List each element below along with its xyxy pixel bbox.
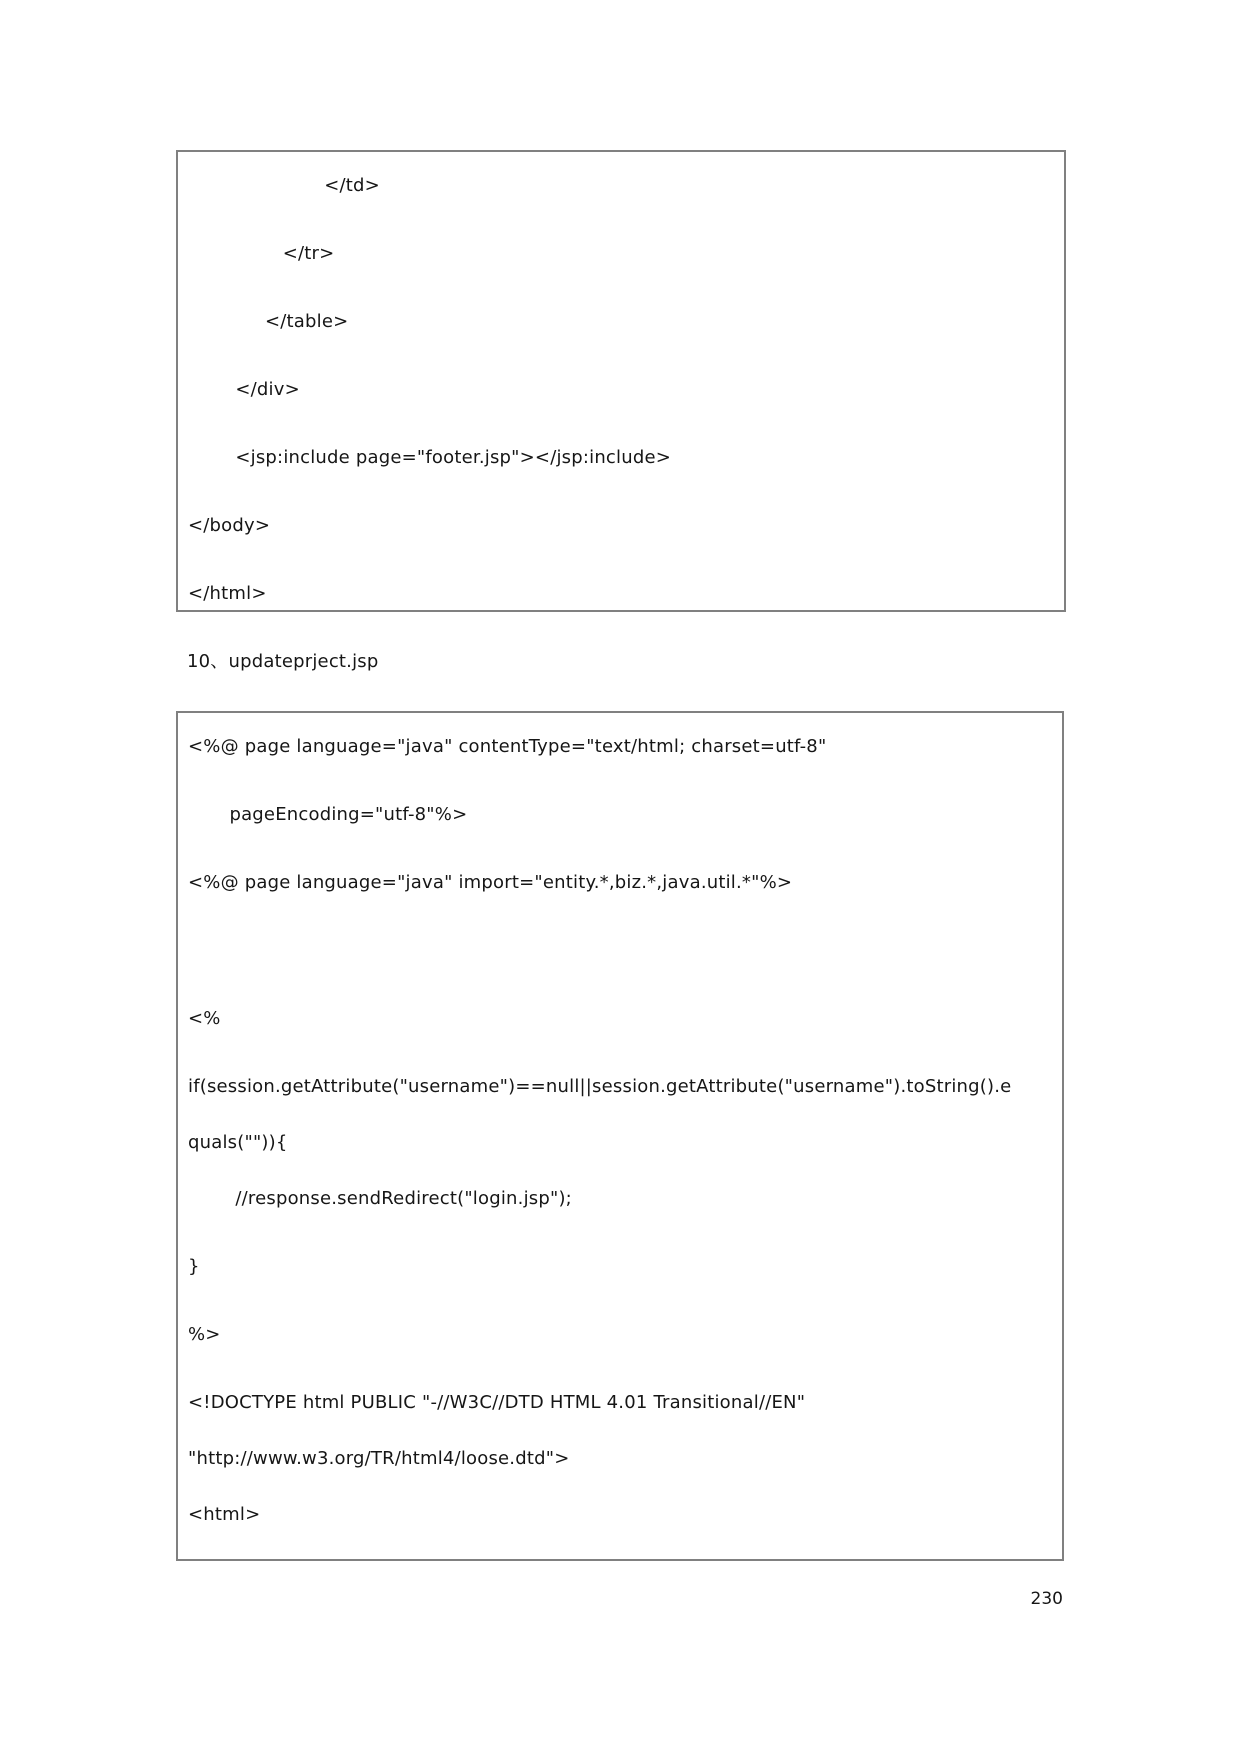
- code-line: <%@ page language="java" import="entity.*,biz.*,java.util.*"%>: [188, 872, 793, 893]
- code-line: </div>: [188, 379, 300, 400]
- code-line: if(session.getAttribute("username")==null||session.getAttribute("username").toString().e: [188, 1076, 1012, 1097]
- code-line: <!DOCTYPE html PUBLIC "-//W3C//DTD HTML 4.01 Transitional//EN": [188, 1392, 806, 1413]
- code-line-wrapped: "http://www.w3.org/TR/html4/loose.dtd">: [188, 1448, 570, 1469]
- code-line: %>: [188, 1324, 221, 1345]
- code-line: //response.sendRedirect("login.jsp");: [188, 1188, 572, 1209]
- code-line: <html>: [188, 1504, 261, 1525]
- code-line-wrapped: quals("")){: [188, 1132, 288, 1153]
- code-line: <%@ page language="java" contentType="text/html; charset=utf-8": [188, 736, 827, 757]
- code-line: </td>: [188, 175, 380, 196]
- code-line: </body>: [188, 515, 271, 536]
- code-box-jsp-footer: [176, 150, 1066, 612]
- section-heading: 10、updateprject.jsp: [187, 651, 379, 672]
- code-line: <jsp:include page="footer.jsp"></jsp:include>: [188, 447, 672, 468]
- page-number: 230: [1030, 1589, 1063, 1609]
- code-line-blank: [188, 917, 1052, 985]
- code-box-updateprject-jsp: [176, 711, 1064, 1561]
- code-line: </html>: [188, 583, 267, 604]
- code-line: }: [188, 1256, 200, 1277]
- code-line: </table>: [188, 311, 349, 332]
- code-line: </tr>: [188, 243, 335, 264]
- code-line: <%: [188, 1008, 221, 1029]
- code-line: pageEncoding="utf-8"%>: [188, 804, 468, 825]
